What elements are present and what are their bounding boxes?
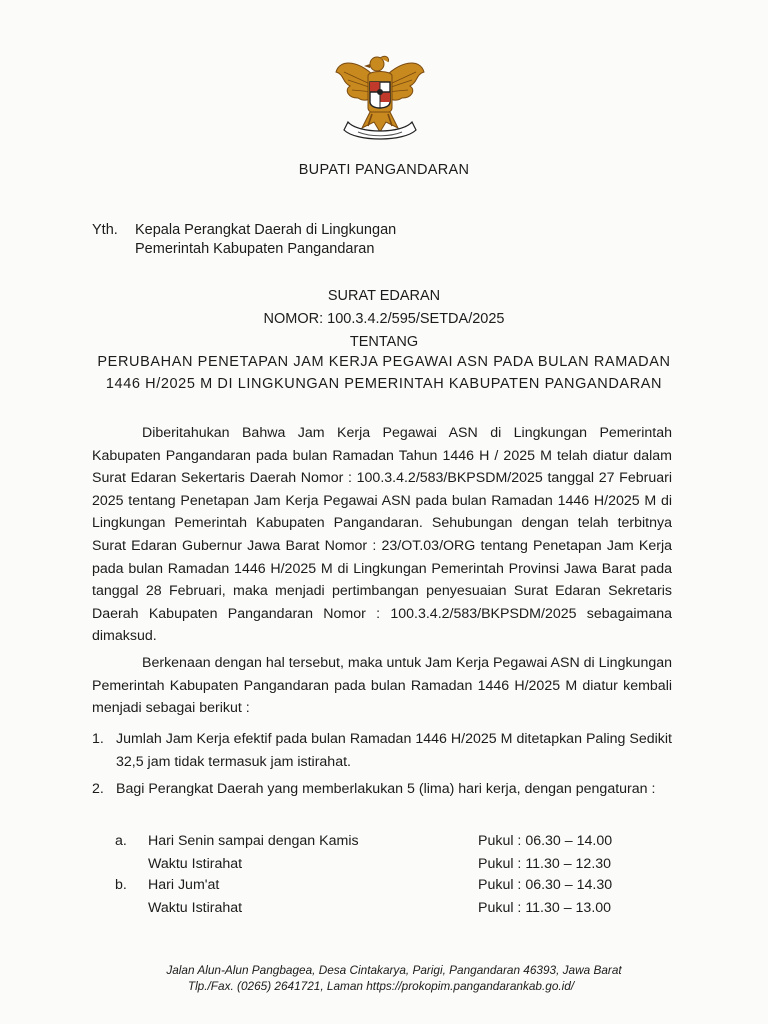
list-item-number: 2. (92, 781, 104, 797)
schedule-time: Pukul : 06.30 – 14.00 (478, 833, 613, 849)
body-paragraph-2: Berkenaan dengan hal tersebut, maka untuk Jam Kerja Pegawai ASN di Lingkungan Pemerintah Kabupaten Pangandaran pada bulan Ramadan 1446 H/2025 M diatur kembali menjadi sebagai berikut : (92, 655, 673, 717)
body-paragraph-1: Diberitahukan Bahwa Jam Kerja Pegawai ASN di Lingkungan Pemerintah Kabupaten Pangandaran pada bulan Ramadan Tahun 1446 H / 2025 M telah diatur dalam Surat Edaran Sekertaris Daerah Nomor : 100.3.4.2/583/BKPSDM/2025 tanggal 27 Februari 2025 tentang Penetapan Jam Kerja Pegawai ASN pada bulan Ramadan 1446 H/2025 M di Lingkungan Pemerintah Kabupaten Pangandaran. Sehubungan dengan telah terbitnya Surat Edaran Gubernur Jawa Barat Nomor : 23/OT.03/ORG tentang Penetapan Jam Kerja pada bulan Ramadan 1446 H/2025 M di Lingkungan Pemerintah Provinsi Jawa Barat pada tanggal 28 Februari, maka menjadi pertimbangan penyesuaian Surat Edaran Sekretaris Daerah Kabupaten Pangandaran Nomor : 100.3.4.2/583/BKPSDM/2025 sebagaimana dimaksud. (92, 425, 672, 645)
schedule-desc: Hari Jum'at (148, 877, 220, 893)
footer-contact: Tlp./Fax. (0265) 2641721, Laman https://prokopim.pangandarankab.go.id/ (187, 979, 575, 993)
recipient-line-2: Pemerintah Kabupaten Pangandaran (135, 241, 375, 257)
footer-address: Jalan Alun-Alun Pangbagea, Desa Cintakarya, Parigi, Pangandaran 46393, Jawa Barat (166, 963, 622, 977)
recipient-label: Yth. (92, 222, 118, 238)
schedule-time: Pukul : 11.30 – 12.30 (478, 856, 612, 872)
letter-about: TENTANG (349, 334, 419, 350)
issuer-title: BUPATI PANGANDARAN (298, 162, 470, 178)
schedule-letter: a. (115, 833, 127, 849)
letter-number: NOMOR: 100.3.4.2/595/SETDA/2025 (263, 311, 505, 327)
list-item-text: Jumlah Jam Kerja efektif pada bulan Ramadan 1446 H/2025 M ditetapkan Paling Sedikit 32,5 jam tidak termasuk jam istirahat. (116, 731, 672, 770)
list-item-text: Bagi Perangkat Daerah yang memberlakukan 5 (lima) hari kerja, dengan pengaturan : (116, 781, 656, 797)
recipient-line-1: Kepala Perangkat Daerah di Lingkungan (135, 222, 397, 238)
schedule-time: Pukul : 11.30 – 13.00 (478, 900, 612, 916)
schedule-time: Pukul : 06.30 – 14.30 (478, 877, 613, 893)
garuda-emblem-icon (330, 50, 430, 142)
schedule-desc: Waktu Istirahat (148, 856, 243, 872)
schedule-desc: Waktu Istirahat (148, 900, 243, 916)
list-item-number: 1. (92, 731, 104, 747)
letter-subject-line-1: PERUBAHAN PENETAPAN JAM KERJA PEGAWAI ASN PADA BULAN RAMADAN (97, 354, 671, 370)
letter-subject-line-2: 1446 H/2025 M DI LINGKUNGAN PEMERINTAH KABUPATEN PANGANDARAN (105, 376, 663, 392)
schedule-desc: Hari Senin sampai dengan Kamis (148, 833, 359, 849)
schedule-letter: b. (115, 877, 127, 893)
letter-type: SURAT EDARAN (327, 288, 441, 304)
